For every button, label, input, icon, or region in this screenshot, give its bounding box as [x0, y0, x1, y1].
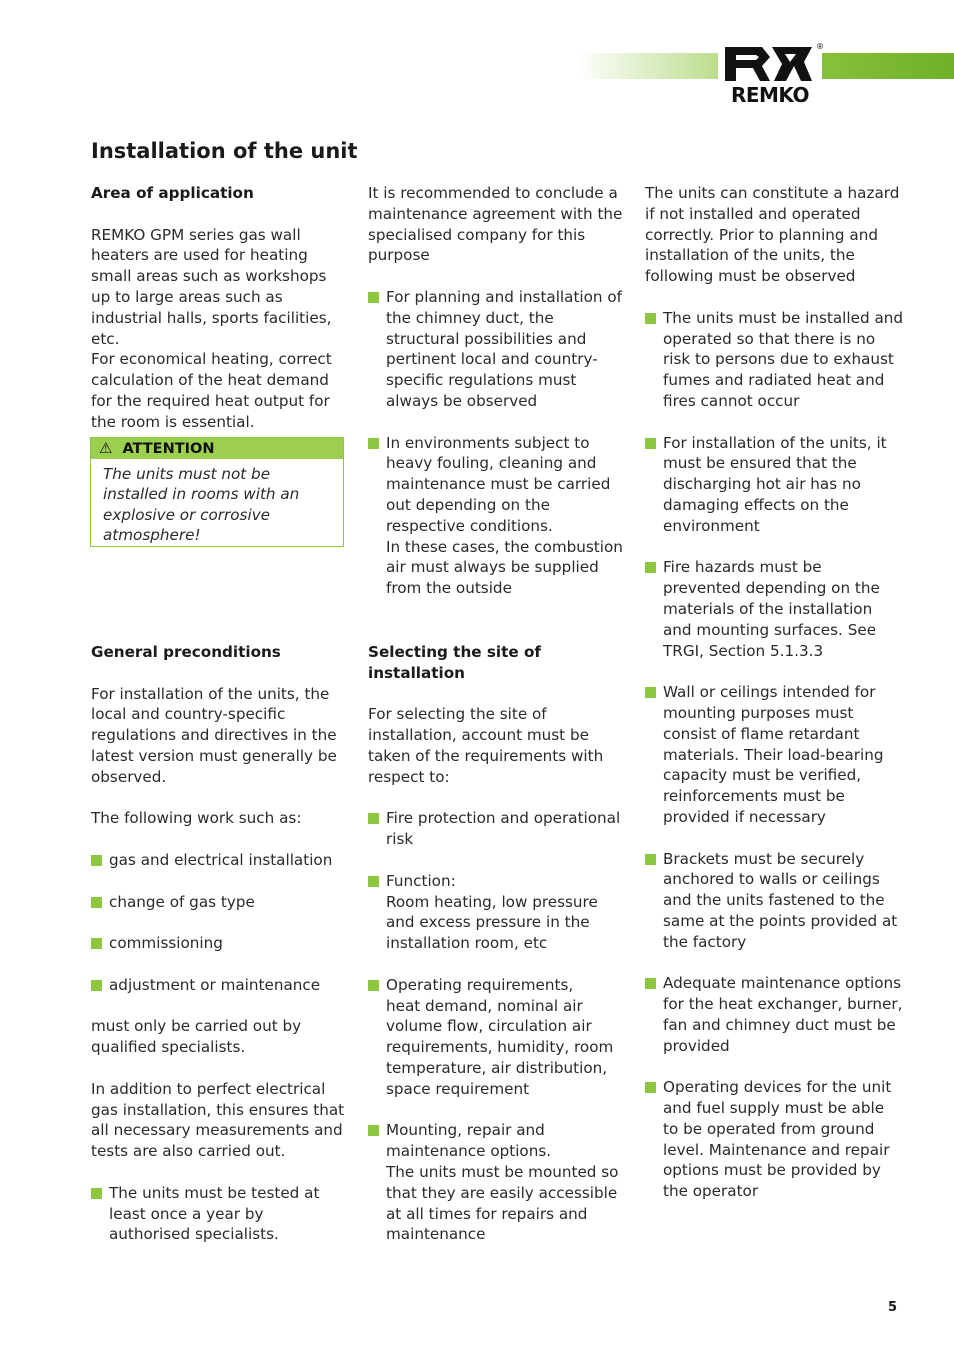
site-item-text-2: Room heating, low pressure and excess pressure in the installation room, etc — [386, 892, 598, 953]
site-heading: Selecting the site of installation — [368, 643, 541, 682]
site-item — [368, 1120, 630, 1245]
area-heading: Area of application — [91, 184, 254, 202]
hazard-item: The units must be installed and operated so that there is no risk to persons due to exhaust fumes and radiated heat and fires cannot occur — [645, 308, 903, 412]
work-item: gas and electrical installation — [91, 850, 347, 871]
column-left — [91, 183, 347, 453]
site-item-text-2: heat demand, nominal air volume flow, circulation air requirements, humidity, room temperature, air distribution, space requirement — [386, 996, 614, 1098]
column-middle-lower — [368, 642, 630, 1266]
site-item-text-2: The units must be mounted so that they are easily accessible at all times for repairs and maintenance — [386, 1162, 619, 1244]
logo-wordmark: REMKO — [730, 83, 810, 107]
site-item-text: Operating requirements, — [386, 975, 574, 994]
site-item-text: Mounting, repair and maintenance options. — [386, 1121, 552, 1161]
general-heading: General preconditions — [91, 643, 281, 661]
addition-text: In addition to perfect electrical gas installation, this ensures that all necessary measurements and tests are also carried out. — [91, 1079, 345, 1161]
hazard-item: Brackets must be securely anchored to walls or ceilings and the units fastened to the same at the points provided at the factory — [645, 849, 903, 953]
attention-label: ATTENTION — [122, 440, 215, 457]
fouling-item-text: In environments subject to heavy fouling, cleaning and maintenance must be carried out depending on the respective conditions. — [386, 433, 611, 535]
fouling-item — [368, 433, 624, 599]
hazard-item: Fire hazards must be prevented depending on the materials of the installation and mounting surfaces. See TRGI, Section 5.1.3.3 — [645, 557, 903, 661]
tested-item: The units must be tested at least once a year by authorised specialists. — [91, 1183, 347, 1245]
remko-logo-mark — [722, 44, 818, 84]
hazard-item: Adequate maintenance options for the heat exchanger, burner, fan and chimney duct must be provided — [645, 973, 903, 1056]
area-text-2: For economical heating, correct calculation of the heat demand for the required heat output for the room is essential. — [91, 350, 332, 431]
work-item: change of gas type — [91, 892, 347, 913]
site-item — [368, 871, 630, 954]
fouling-item-text-2: In these cases, the combustion air must always be supplied from the outside — [386, 537, 623, 598]
area-text: REMKO GPM series gas wall heaters are used for heating small areas such as workshops up to large areas such as industrial halls, sports facilities, etc. — [91, 225, 332, 348]
hazard-intro: The units can constitute a hazard if not installed and operated correctly. Prior to planning and installation of the units, the following must be observed — [645, 184, 900, 286]
column-left-lower — [91, 642, 347, 1266]
registered-mark: ® — [816, 42, 824, 51]
site-item-text: Function: — [386, 871, 456, 890]
attention-text: The units must not be installed in rooms with an explosive or corrosive atmosphere! — [103, 465, 300, 544]
work-item: adjustment or maintenance — [91, 975, 347, 996]
warning-icon: ⚠ — [99, 439, 113, 457]
general-text: For installation of the units, the local and country-specific regulations and directives in the latest version must generally be observed. — [91, 684, 337, 786]
site-text: For selecting the site of installation, account must be taken of the requirements with respect to: — [368, 705, 604, 786]
attention-box — [90, 437, 344, 547]
page-title: Installation of the unit — [91, 139, 358, 163]
attention-header — [91, 438, 343, 459]
site-item: Fire protection and operational risk — [368, 808, 630, 850]
page-number: 5 — [888, 1300, 898, 1315]
maintenance-intro: It is recommended to conclude a maintenance agreement with the specialised company for this purpose — [368, 184, 623, 265]
column-right — [645, 183, 903, 1223]
work-item: commissioning — [91, 933, 347, 954]
remko-logo — [718, 42, 822, 108]
qualified-text: must only be carried out by qualified specialists. — [91, 1017, 302, 1057]
following-text: The following work such as: — [91, 809, 302, 828]
hazard-item: Operating devices for the unit and fuel supply must be able to be operated from ground level. Maintenance and repair options must be provided by the operator — [645, 1077, 903, 1202]
site-item — [368, 975, 630, 1100]
column-middle — [368, 183, 624, 620]
chimney-item: For planning and installation of the chimney duct, the structural possibilities and pertinent local and country-specific regulations must always be observed — [368, 287, 624, 412]
hazard-item: Wall or ceilings intended for mounting purposes must consist of flame retardant materials. Their load-bearing capacity must be verified, reinforcements must be provided if necessary — [645, 682, 903, 828]
hazard-item: For installation of the units, it must be ensured that the discharging hot air has no damaging effects on the environment — [645, 433, 903, 537]
